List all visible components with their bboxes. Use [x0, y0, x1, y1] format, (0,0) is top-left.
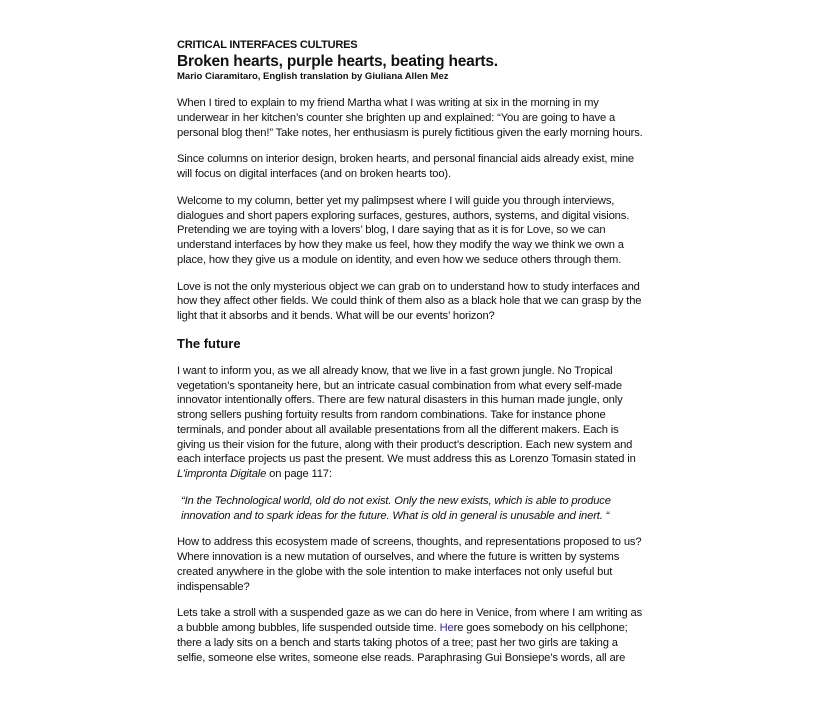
article: [177, 38, 647, 677]
paragraph-4: Love is not the only mysterious object we can grab on to understand how to study interfaces and how they affect other fields. We could think of them also as a black hole that we can grasp by the light that it absorbs and it bends. What will be our events’ horizon?: [177, 280, 642, 322]
paragraph-5-tail: on page 117:: [266, 468, 332, 480]
section-label: CRITICAL INTERFACES CULTURES: [177, 39, 358, 51]
paragraph-6: How to address this ecosystem made of screens, thoughts, and representations proposed to us? Where innovation is a new mutation of ourselves, and where the future is written by systems created anywhere in the globe with the sole intention to make interfaces not only useful but indispensable?: [177, 536, 642, 593]
paragraph-7-text-b: re goes somebody on his cellphone; there a lady sits on a bench and starts taking photos of a tree; past her two girls are taking a selfie, someone else writes, someone else reads. Paraphrasing Gui Bonsiepe’s words, all are: [177, 622, 628, 664]
block-quote: “In the Technological world, old do not exist. Only the new exists, which is able to produce innovation and to spark ideas for the future. What is old in general is unusable and inert. “: [181, 494, 611, 522]
section-heading: The future: [177, 335, 241, 351]
paragraph-2: Since columns on interior design, broken hearts, and personal financial aids already exist, mine will focus on digital interfaces (and on broken hearts too).: [177, 153, 634, 180]
book-title: L’impronta Digitale: [177, 468, 267, 480]
inline-link[interactable]: He: [439, 622, 454, 634]
paragraph-5-text: I want to inform you, as we all already know, that we live in a fast grown jungle. No Tropical vegetation’s spontaneity here, but an intricate casual combination from what every self-made innovator intentionally offers. There are few natural disasters in this human made jungle, only strong sellers pushing fortuity results from random combinations. Take for instance phone terminals, and ponder about all available presentations from all the different makers. Each is giving us their vision for the future, along with their product’s description. Each new system and each interface projects us past the present. We must address this as Lorenzo Tomasin stated in: [177, 364, 636, 466]
paragraph-7: [177, 606, 647, 665]
article-title: Broken hearts, purple hearts, beating hearts.: [177, 53, 498, 70]
paragraph-3: Welcome to my column, better yet my palimpsest where I will guide you through interviews, dialogues and short papers exploring surfaces, gestures, authors, systems, and digital visions. Pretending we are toying with a lovers’ blog, I dare saying that as it is for Love, so we can understand interfaces by how they make us feel, how they modify the way we think we own a place, how they give us a module on identity, and even how we seduce others through them.: [177, 194, 630, 266]
paragraph-5: [177, 364, 647, 482]
paragraph-1: When I tired to explain to my friend Martha what I was writing at six in the morning in my underwear in her kitchen’s counter she brighten up and explained: “You are going to have a personal blog then!” Take notes, her enthusiasm is purely fictitious given the early morning hours.: [177, 97, 643, 139]
paragraph-7-text-a: Lets take a stroll with a suspended gaze as we can do here in Venice, from where I am writing as a bubble among bubbles, life suspended outside time.: [177, 607, 643, 634]
author-byline: Mario Ciaramitaro, English translation by Giuliana Allen Mez: [177, 71, 449, 82]
